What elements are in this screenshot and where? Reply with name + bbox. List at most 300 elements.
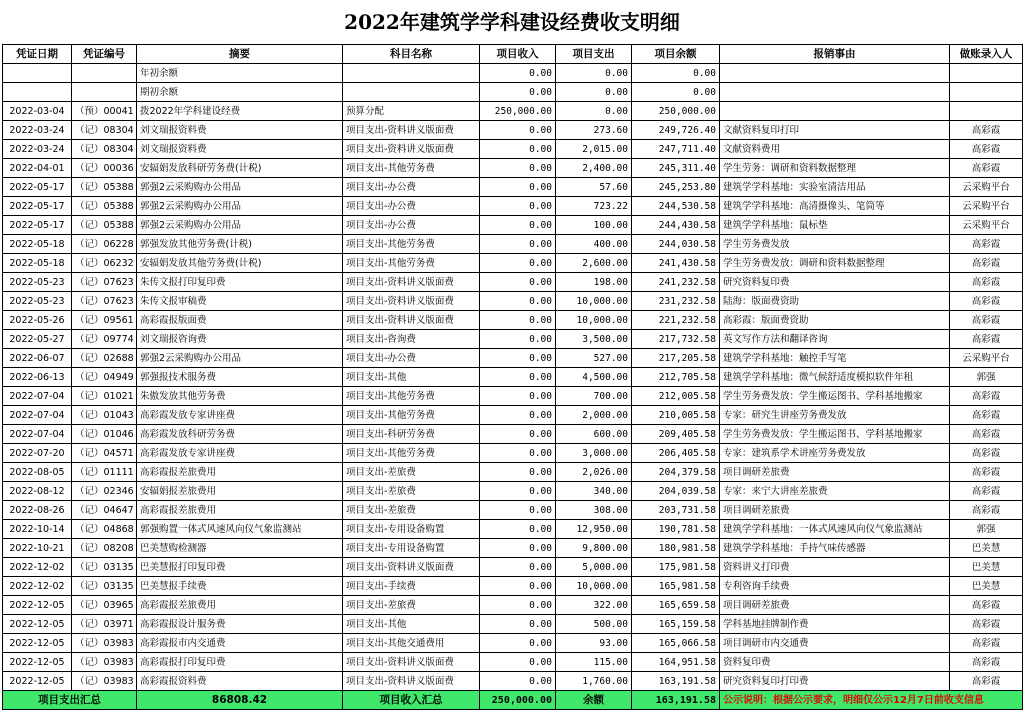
cell-account: 项目支出-办公费 (343, 197, 480, 216)
cell-income: 0.00 (480, 140, 556, 159)
cell-income: 0.00 (480, 463, 556, 482)
cell-recorder: 高彩霞 (950, 406, 1023, 425)
table-row (3, 406, 1023, 425)
cell-date: 2022-12-02 (3, 577, 72, 596)
cell-voucher: （预）00041 (72, 102, 137, 121)
cell-voucher: （记）04949 (72, 368, 137, 387)
cell-expense: 9,800.00 (556, 539, 632, 558)
cell-recorder: 巴美慧 (950, 558, 1023, 577)
cell-recorder: 高彩霞 (950, 615, 1023, 634)
cell-account: 项目支出-办公费 (343, 349, 480, 368)
cell-reason: 学生劳务费发放：调研和资料数据整理 (720, 254, 950, 273)
header-reason: 报销事由 (720, 45, 950, 64)
cell-income: 250,000.00 (480, 102, 556, 121)
cell-voucher: （记）04647 (72, 501, 137, 520)
cell-reason: 建筑学学科基地：高清摄像头、笔筒等 (720, 197, 950, 216)
cell-date: 2022-06-07 (3, 349, 72, 368)
cell-summary: 刘文瑞报咨询费 (137, 330, 343, 349)
balance-label: 余额 (556, 691, 632, 710)
cell-date: 2022-05-18 (3, 254, 72, 273)
cell-account: 项目支出-差旅费 (343, 596, 480, 615)
cell-account: 项目支出-其他劳务费 (343, 254, 480, 273)
cell-balance: 164,951.58 (632, 653, 720, 672)
table-row (3, 368, 1023, 387)
header-recorder: 做账录入人 (950, 45, 1023, 64)
cell-balance: 210,005.58 (632, 406, 720, 425)
cell-recorder: 高彩霞 (950, 159, 1023, 178)
cell-expense: 57.60 (556, 178, 632, 197)
cell-income: 0.00 (480, 178, 556, 197)
cell-date: 2022-08-05 (3, 463, 72, 482)
cell-income: 0.00 (480, 330, 556, 349)
cell-summary: 高彩霞报差旅费用 (137, 463, 343, 482)
cell-expense: 340.00 (556, 482, 632, 501)
cell-summary: 高彩霞报差旅费用 (137, 501, 343, 520)
cell-voucher: （记）01021 (72, 387, 137, 406)
cell-recorder: 云采购平台 (950, 216, 1023, 235)
cell-account: 项目支出-资料讲义版面费 (343, 311, 480, 330)
cell-recorder: 高彩霞 (950, 254, 1023, 273)
cell-account: 项目支出-资料讲义版面费 (343, 558, 480, 577)
cell-summary: 郭强发放其他劳务费(计税) (137, 235, 343, 254)
cell-date: 2022-05-27 (3, 330, 72, 349)
cell-recorder: 高彩霞 (950, 140, 1023, 159)
cell-balance: 244,530.58 (632, 197, 720, 216)
cell-summary: 刘文瑞报资料费 (137, 140, 343, 159)
cell-income: 0.00 (480, 406, 556, 425)
cell-summary: 安辐娟发放科研劳务费(计税) (137, 159, 343, 178)
cell-income: 0.00 (480, 425, 556, 444)
cell-date: 2022-10-14 (3, 520, 72, 539)
table-row (3, 425, 1023, 444)
cell-voucher: （记）06232 (72, 254, 137, 273)
table-row (3, 140, 1023, 159)
cell-voucher (72, 64, 137, 83)
cell-balance: 241,430.58 (632, 254, 720, 273)
cell-income: 0.00 (480, 558, 556, 577)
cell-summary: 安辐娟报差旅费用 (137, 482, 343, 501)
cell-reason: 研究资料复印打印费 (720, 672, 950, 691)
expense-total-label: 项目支出汇总 (3, 691, 137, 710)
cell-reason: 研究资料复印费 (720, 273, 950, 292)
cell-expense: 198.00 (556, 273, 632, 292)
cell-expense: 2,026.00 (556, 463, 632, 482)
cell-expense: 12,950.00 (556, 520, 632, 539)
cell-account: 项目支出-资料讲义版面费 (343, 140, 480, 159)
table-row (3, 273, 1023, 292)
cell-balance: 247,711.40 (632, 140, 720, 159)
cell-summary: 高彩霞报市内交通费 (137, 634, 343, 653)
cell-income: 0.00 (480, 273, 556, 292)
cell-balance: 249,726.40 (632, 121, 720, 140)
cell-date: 2022-05-17 (3, 178, 72, 197)
cell-voucher: （记）01046 (72, 425, 137, 444)
cell-summary: 高彩霞报版面费 (137, 311, 343, 330)
cell-balance: 244,030.58 (632, 235, 720, 254)
cell-voucher: （记）08304 (72, 140, 137, 159)
cell-voucher: （记）03983 (72, 634, 137, 653)
table-row (3, 653, 1023, 672)
cell-recorder: 云采购平台 (950, 349, 1023, 368)
cell-reason: 学生劳务：调研和资料数据整理 (720, 159, 950, 178)
cell-recorder: 高彩霞 (950, 444, 1023, 463)
cell-income: 0.00 (480, 577, 556, 596)
table-row (3, 387, 1023, 406)
header-summary: 摘要 (137, 45, 343, 64)
table-row (3, 349, 1023, 368)
cell-account: 项目支出-资料讲义版面费 (343, 653, 480, 672)
cell-recorder: 郭强 (950, 520, 1023, 539)
cell-summary: 刘文瑞报资料费 (137, 121, 343, 140)
cell-expense: 115.00 (556, 653, 632, 672)
cell-expense: 100.00 (556, 216, 632, 235)
cell-voucher: （记）04571 (72, 444, 137, 463)
cell-account: 项目支出-资料讲义版面费 (343, 672, 480, 691)
cell-reason: 文献资料费用 (720, 140, 950, 159)
cell-income: 0.00 (480, 444, 556, 463)
cell-expense: 2,000.00 (556, 406, 632, 425)
cell-date: 2022-05-18 (3, 235, 72, 254)
table-row (3, 577, 1023, 596)
cell-balance: 221,232.58 (632, 311, 720, 330)
cell-income: 0.00 (480, 653, 556, 672)
cell-recorder: 高彩霞 (950, 235, 1023, 254)
cell-income: 0.00 (480, 349, 556, 368)
cell-summary: 安辐娟发放其他劳务费(计税) (137, 254, 343, 273)
cell-reason (720, 102, 950, 121)
cell-recorder (950, 64, 1023, 83)
cell-reason: 项目调研市内交通费 (720, 634, 950, 653)
cell-reason: 建筑学学科基地：手持气味传感器 (720, 539, 950, 558)
cell-voucher: （记）01111 (72, 463, 137, 482)
cell-reason: 建筑学学科基地：实验室清洁用品 (720, 178, 950, 197)
cell-expense: 10,000.00 (556, 292, 632, 311)
cell-recorder: 高彩霞 (950, 501, 1023, 520)
cell-expense: 0.00 (556, 64, 632, 83)
table-row (3, 501, 1023, 520)
cell-income: 0.00 (480, 235, 556, 254)
cell-balance: 165,659.58 (632, 596, 720, 615)
cell-reason: 项目调研差旅费 (720, 596, 950, 615)
cell-reason (720, 64, 950, 83)
cell-date: 2022-03-24 (3, 140, 72, 159)
cell-account: 项目支出-差旅费 (343, 463, 480, 482)
cell-voucher: （记）08208 (72, 539, 137, 558)
cell-date: 2022-12-05 (3, 653, 72, 672)
cell-balance: 241,232.58 (632, 273, 720, 292)
cell-voucher (72, 83, 137, 102)
cell-date: 2022-05-23 (3, 273, 72, 292)
cell-recorder: 高彩霞 (950, 311, 1023, 330)
cell-balance: 0.00 (632, 83, 720, 102)
cell-date (3, 83, 72, 102)
cell-expense: 10,000.00 (556, 311, 632, 330)
cell-reason: 资料复印费 (720, 653, 950, 672)
cell-voucher: （记）02688 (72, 349, 137, 368)
cell-summary: 高彩霞报资料费 (137, 672, 343, 691)
cell-summary: 朱傲发放其他劳务费 (137, 387, 343, 406)
cell-income: 0.00 (480, 672, 556, 691)
cell-balance: 206,405.58 (632, 444, 720, 463)
cell-summary: 高彩霞报设计服务费 (137, 615, 343, 634)
cell-date: 2022-03-04 (3, 102, 72, 121)
cell-income: 0.00 (480, 254, 556, 273)
cell-recorder: 高彩霞 (950, 425, 1023, 444)
cell-expense: 308.00 (556, 501, 632, 520)
cell-voucher: （记）04868 (72, 520, 137, 539)
cell-voucher: （记）05388 (72, 197, 137, 216)
cell-expense: 400.00 (556, 235, 632, 254)
cell-summary: 郭强2云采购购办公用品 (137, 178, 343, 197)
cell-reason: 建筑学学科基地：微气候舒适度模拟软件年租 (720, 368, 950, 387)
cell-date: 2022-08-12 (3, 482, 72, 501)
cell-reason: 学生劳务费发放 (720, 235, 950, 254)
cell-summary: 朱传文报审稿费 (137, 292, 343, 311)
cell-balance: 175,981.58 (632, 558, 720, 577)
cell-date: 2022-05-26 (3, 311, 72, 330)
cell-reason: 专家：研究生讲座劳务费发放 (720, 406, 950, 425)
header-account: 科目名称 (343, 45, 480, 64)
cell-reason (720, 83, 950, 102)
cell-account: 项目支出-其他 (343, 615, 480, 634)
cell-recorder: 高彩霞 (950, 596, 1023, 615)
cell-recorder: 巴美慧 (950, 577, 1023, 596)
cell-expense: 93.00 (556, 634, 632, 653)
cell-date: 2022-12-05 (3, 615, 72, 634)
cell-voucher: （记）05388 (72, 178, 137, 197)
cell-account: 项目支出-其他交通费用 (343, 634, 480, 653)
cell-income: 0.00 (480, 539, 556, 558)
cell-income: 0.00 (480, 83, 556, 102)
cell-expense: 500.00 (556, 615, 632, 634)
cell-summary: 朱传文报打印复印费 (137, 273, 343, 292)
cell-account: 项目支出-其他劳务费 (343, 406, 480, 425)
cell-balance: 250,000.00 (632, 102, 720, 121)
cell-balance: 217,205.58 (632, 349, 720, 368)
cell-voucher: （记）06228 (72, 235, 137, 254)
header-date: 凭证日期 (3, 45, 72, 64)
cell-account: 预算分配 (343, 102, 480, 121)
cell-account: 项目支出-其他 (343, 368, 480, 387)
cell-expense: 3,500.00 (556, 330, 632, 349)
cell-voucher: （记）03983 (72, 653, 137, 672)
table-row (3, 672, 1023, 691)
cell-balance: 231,232.58 (632, 292, 720, 311)
cell-voucher: （记）09561 (72, 311, 137, 330)
cell-expense: 723.22 (556, 197, 632, 216)
cell-balance: 204,039.58 (632, 482, 720, 501)
cell-reason: 建筑学学科基地：触控手写笔 (720, 349, 950, 368)
cell-voucher: （记）03965 (72, 596, 137, 615)
cell-income: 0.00 (480, 197, 556, 216)
cell-account: 项目支出-其他劳务费 (343, 235, 480, 254)
table-row (3, 444, 1023, 463)
cell-recorder: 高彩霞 (950, 653, 1023, 672)
cell-summary: 巴美慧报手续费 (137, 577, 343, 596)
cell-income: 0.00 (480, 368, 556, 387)
cell-account: 项目支出-资料讲义版面费 (343, 292, 480, 311)
cell-account (343, 83, 480, 102)
cell-balance: 165,981.58 (632, 577, 720, 596)
cell-income: 0.00 (480, 482, 556, 501)
table-row (3, 634, 1023, 653)
table-row (3, 121, 1023, 140)
cell-date: 2022-03-24 (3, 121, 72, 140)
table-row (3, 178, 1023, 197)
table-row (3, 482, 1023, 501)
table-row (3, 102, 1023, 121)
cell-balance: 204,379.58 (632, 463, 720, 482)
ledger-table (2, 44, 1023, 710)
cell-voucher: （记）05388 (72, 216, 137, 235)
cell-summary: 期初余额 (137, 83, 343, 102)
cell-balance: 165,159.58 (632, 615, 720, 634)
cell-expense: 700.00 (556, 387, 632, 406)
cell-recorder: 高彩霞 (950, 482, 1023, 501)
cell-recorder (950, 102, 1023, 121)
cell-reason: 项目调研差旅费 (720, 463, 950, 482)
cell-recorder (950, 83, 1023, 102)
cell-balance: 165,066.58 (632, 634, 720, 653)
cell-balance: 212,005.58 (632, 387, 720, 406)
cell-income: 0.00 (480, 292, 556, 311)
table-row (3, 520, 1023, 539)
cell-date: 2022-05-23 (3, 292, 72, 311)
cell-account: 项目支出-专用设备购置 (343, 539, 480, 558)
cell-recorder: 高彩霞 (950, 634, 1023, 653)
header-row (3, 45, 1023, 64)
table-row (3, 235, 1023, 254)
cell-account: 项目支出-其他劳务费 (343, 159, 480, 178)
cell-income: 0.00 (480, 596, 556, 615)
cell-date: 2022-08-26 (3, 501, 72, 520)
cell-expense: 527.00 (556, 349, 632, 368)
cell-balance: 163,191.58 (632, 672, 720, 691)
cell-recorder: 云采购平台 (950, 197, 1023, 216)
table-row (3, 64, 1023, 83)
cell-summary: 郭强2云采购购办公用品 (137, 197, 343, 216)
expense-total-value: 86808.42 (137, 691, 343, 710)
cell-balance: 244,430.58 (632, 216, 720, 235)
table-row (3, 83, 1023, 102)
cell-expense: 273.60 (556, 121, 632, 140)
cell-reason: 建筑学学科基地：一体式风速风向仪气象监测站 (720, 520, 950, 539)
cell-account: 项目支出-专用设备购置 (343, 520, 480, 539)
cell-date: 2022-12-02 (3, 558, 72, 577)
cell-income: 0.00 (480, 64, 556, 83)
cell-date: 2022-12-05 (3, 596, 72, 615)
table-row (3, 254, 1023, 273)
cell-expense: 4,500.00 (556, 368, 632, 387)
table-row (3, 558, 1023, 577)
cell-reason: 文献资料复印打印 (720, 121, 950, 140)
cell-recorder: 高彩霞 (950, 292, 1023, 311)
cell-voucher: （记）09774 (72, 330, 137, 349)
cell-date: 2022-10-21 (3, 539, 72, 558)
cell-voucher: （记）08304 (72, 121, 137, 140)
income-total-value: 250,000.00 (480, 691, 556, 710)
header-balance: 项目余额 (632, 45, 720, 64)
table-row (3, 539, 1023, 558)
cell-income: 0.00 (480, 159, 556, 178)
cell-date: 2022-07-04 (3, 425, 72, 444)
table-row (3, 292, 1023, 311)
cell-summary: 拨2022年学科建设经费 (137, 102, 343, 121)
cell-reason: 英文写作方法和翻译咨询 (720, 330, 950, 349)
cell-account: 项目支出-差旅费 (343, 482, 480, 501)
cell-summary: 郭强报技术服务费 (137, 368, 343, 387)
cell-date: 2022-05-17 (3, 197, 72, 216)
cell-summary: 郭强2云采购购办公用品 (137, 216, 343, 235)
cell-account: 项目支出-办公费 (343, 216, 480, 235)
cell-summary: 年初余额 (137, 64, 343, 83)
cell-expense: 10,000.00 (556, 577, 632, 596)
cell-date: 2022-07-04 (3, 387, 72, 406)
cell-balance: 245,311.40 (632, 159, 720, 178)
cell-expense: 2,400.00 (556, 159, 632, 178)
cell-summary: 高彩霞发放专家讲座费 (137, 406, 343, 425)
cell-income: 0.00 (480, 387, 556, 406)
cell-expense: 2,600.00 (556, 254, 632, 273)
cell-expense: 2,015.00 (556, 140, 632, 159)
cell-summary: 高彩霞报打印复印费 (137, 653, 343, 672)
cell-balance: 180,981.58 (632, 539, 720, 558)
cell-voucher: （记）03983 (72, 672, 137, 691)
cell-expense: 0.00 (556, 102, 632, 121)
cell-income: 0.00 (480, 634, 556, 653)
cell-date: 2022-12-05 (3, 672, 72, 691)
cell-balance: 190,781.58 (632, 520, 720, 539)
cell-date: 2022-07-04 (3, 406, 72, 425)
cell-expense: 600.00 (556, 425, 632, 444)
cell-account: 项目支出-科研劳务费 (343, 425, 480, 444)
cell-balance: 245,253.80 (632, 178, 720, 197)
cell-voucher: （记）02346 (72, 482, 137, 501)
cell-expense: 3,000.00 (556, 444, 632, 463)
cell-account: 项目支出-差旅费 (343, 501, 480, 520)
cell-expense: 5,000.00 (556, 558, 632, 577)
page-title: 2022年建筑学学科建设经费收支明细 (344, 10, 680, 34)
table-row (3, 596, 1023, 615)
cell-date (3, 64, 72, 83)
table-row (3, 197, 1023, 216)
cell-summary: 高彩霞发放科研劳务费 (137, 425, 343, 444)
table-row (3, 216, 1023, 235)
cell-account (343, 64, 480, 83)
cell-summary: 巴美慧报打印复印费 (137, 558, 343, 577)
cell-voucher: （记）03971 (72, 615, 137, 634)
cell-balance: 209,405.58 (632, 425, 720, 444)
table-row (3, 159, 1023, 178)
cell-voucher: （记）07623 (72, 292, 137, 311)
cell-recorder: 高彩霞 (950, 273, 1023, 292)
cell-reason: 资料讲义打印费 (720, 558, 950, 577)
cell-income: 0.00 (480, 615, 556, 634)
table-row (3, 463, 1023, 482)
cell-recorder: 高彩霞 (950, 387, 1023, 406)
cell-date: 2022-12-05 (3, 634, 72, 653)
cell-reason: 学科基地挂牌制作费 (720, 615, 950, 634)
cell-recorder: 高彩霞 (950, 330, 1023, 349)
cell-reason: 陆海：版面费资助 (720, 292, 950, 311)
cell-account: 项目支出-办公费 (343, 178, 480, 197)
cell-voucher: （记）03135 (72, 577, 137, 596)
cell-reason: 学生劳务费发放：学生搬运图书、学科基地搬家 (720, 387, 950, 406)
cell-balance: 203,731.58 (632, 501, 720, 520)
cell-date: 2022-07-20 (3, 444, 72, 463)
cell-balance: 212,705.58 (632, 368, 720, 387)
cell-date: 2022-05-17 (3, 216, 72, 235)
